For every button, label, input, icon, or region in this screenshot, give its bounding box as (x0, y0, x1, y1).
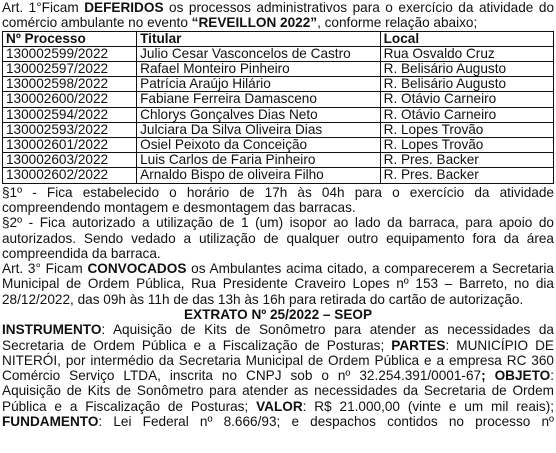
extrato-line-4: Comércio Serviço LTDA, inscrita no CNPJ sob o nº 32.254.391/0001-67; OBJETO: (2, 368, 554, 384)
table-row (3, 153, 554, 168)
cell-local: R. Lopes Trovão (380, 138, 553, 153)
cell-local: R. Belisário Augusto (380, 62, 553, 77)
article-3-line-1: Art. 3° Ficam CONVOCADOS os Ambulantes acima citado, a comparecerem a Secretaria (2, 261, 554, 277)
fundamento-label: FUNDAMENTO (2, 414, 99, 430)
cell-local: R. Belisário Augusto (380, 77, 553, 92)
cell-processo: 130002601/2022 (3, 138, 137, 153)
paragraph-2-line-2: autorizados. Sendo vedado a utilização de qualquer outro equipamento fora da área (2, 230, 554, 246)
process-table (2, 31, 554, 184)
extrato-line-3: NITERÓI, por intermédio da Secretaria Municipal de Ordem Pública e a empresa RC 360 (2, 352, 554, 368)
paragraph-1-line-2: compreendendo montagem e desmontagem das barracas. (2, 199, 356, 215)
cell-processo: 130002594/2022 (3, 107, 137, 122)
cell-titular: Julio Cesar Vasconcelos de Castro (137, 46, 381, 61)
extrato-body (2, 322, 554, 429)
article-1 (2, 0, 554, 31)
article-1-line-2: comércio ambulante no evento “REVEILLON 2022”, conforme relação abaixo; (2, 15, 478, 31)
cell-processo: 130002602/2022 (3, 168, 137, 183)
article-1-line-1: Art. 1°Ficam DEFERIDOS os processos administrativos para o exercício da atividade do (2, 0, 555, 15)
table-row (3, 77, 554, 92)
paragraph-2 (2, 215, 554, 261)
article-3-line-3: 28/12/2022, das 09h às 11h de das 13h às 16h para retirada do cartão de autorização. (2, 291, 524, 307)
paragraph-1-line-1: §1º - Fica estabelecido o horário de 17h às 04h para o exercício da atividade (2, 184, 554, 200)
cell-processo: 130002603/2022 (3, 153, 137, 168)
cell-titular: Patrícia Araújo Hilário (137, 77, 381, 92)
cell-local: Rua Osvaldo Cruz (380, 46, 553, 61)
table-row (3, 168, 554, 183)
extrato-line-1: INSTRUMENTO: Aquisição de Kits de Sonômetro para atender as necessidades da (2, 322, 554, 338)
paragraph-2-line-3: compreendida da barraca. (2, 245, 161, 261)
extrato-line-5: Aquisição de Kits de Sonômetro para atender as necessidades da Secretaria de Ordem (2, 383, 554, 399)
cell-processo: 130002597/2022 (3, 62, 137, 77)
extrato-line-2: Secretaria de Ordem Pública e a Fiscalização de Posturas; PARTES: MUNICÍPIO DE (2, 337, 554, 353)
paragraph-1 (2, 185, 554, 216)
cell-processo: 130002598/2022 (3, 77, 137, 92)
table-row (3, 122, 554, 137)
column-header-processo: Nº Processo (3, 31, 137, 46)
table-row (3, 92, 554, 107)
cell-titular: Arnaldo Bispo de oliveira Filho (137, 168, 381, 183)
event-name: “REVEILLON 2022” (191, 15, 318, 31)
objeto-label: ; OBJETO (481, 368, 551, 384)
article-3 (2, 261, 554, 307)
table-row (3, 138, 554, 153)
cell-titular: Julciara Da Silva Oliveira Dias (137, 122, 381, 137)
cell-processo: 130002593/2022 (3, 122, 137, 137)
valor-label: VALOR (256, 398, 303, 414)
table-row (3, 46, 554, 61)
cell-local: R. Otávio Carneiro (380, 92, 553, 107)
column-header-titular: Titular (137, 31, 381, 46)
deferidos-keyword: DEFERIDOS (84, 0, 164, 15)
cell-titular: Osiel Peixoto da Conceição (137, 138, 381, 153)
cell-titular: Chlorys Gonçalves Dias Neto (137, 107, 381, 122)
article-3-line-2: Municipal de Ordem Pública, Rua Presidente Craveiro Lopes nº 153 – Barreto, no dia (2, 276, 554, 292)
cell-local: R. Pres. Backer (380, 153, 553, 168)
table-header-row (3, 31, 554, 46)
paragraph-2-line-1: §2º - Fica autorizado a utilização de 1 (um) isopor ao lado da barraca, para apoio do (2, 215, 554, 231)
cell-titular: Rafael Monteiro Pinheiro (137, 62, 381, 77)
cell-titular: Fabiane Ferreira Damasceno (137, 92, 381, 107)
extrato-title: EXTRATO Nº 25/2022 – SEOP (183, 307, 373, 322)
extrato-line-7: FUNDAMENTO: Lei Federal nº 8.666/93; e despachos contidos no processo nº (2, 414, 554, 430)
cell-local: R. Lopes Trovão (380, 122, 553, 137)
table-row (3, 62, 554, 77)
instrumento-label: INSTRUMENTO (2, 322, 102, 338)
partes-label: PARTES (391, 337, 446, 353)
cell-processo: 130002599/2022 (3, 46, 137, 61)
convocados-keyword: CONVOCADOS (87, 261, 187, 277)
extrato-line-6: Pública e a Fiscalização de Posturas; VALOR: R$ 21.000,00 (vinte e um mil reais); (2, 398, 555, 414)
cell-processo: 130002600/2022 (3, 92, 137, 107)
column-header-local: Local (380, 31, 553, 46)
cell-local: R. Pres. Backer (380, 168, 553, 183)
cell-titular: Luis Carlos de Faria Pinheiro (137, 153, 381, 168)
table-row (3, 107, 554, 122)
cell-local: R. Otávio Carneiro (380, 107, 553, 122)
